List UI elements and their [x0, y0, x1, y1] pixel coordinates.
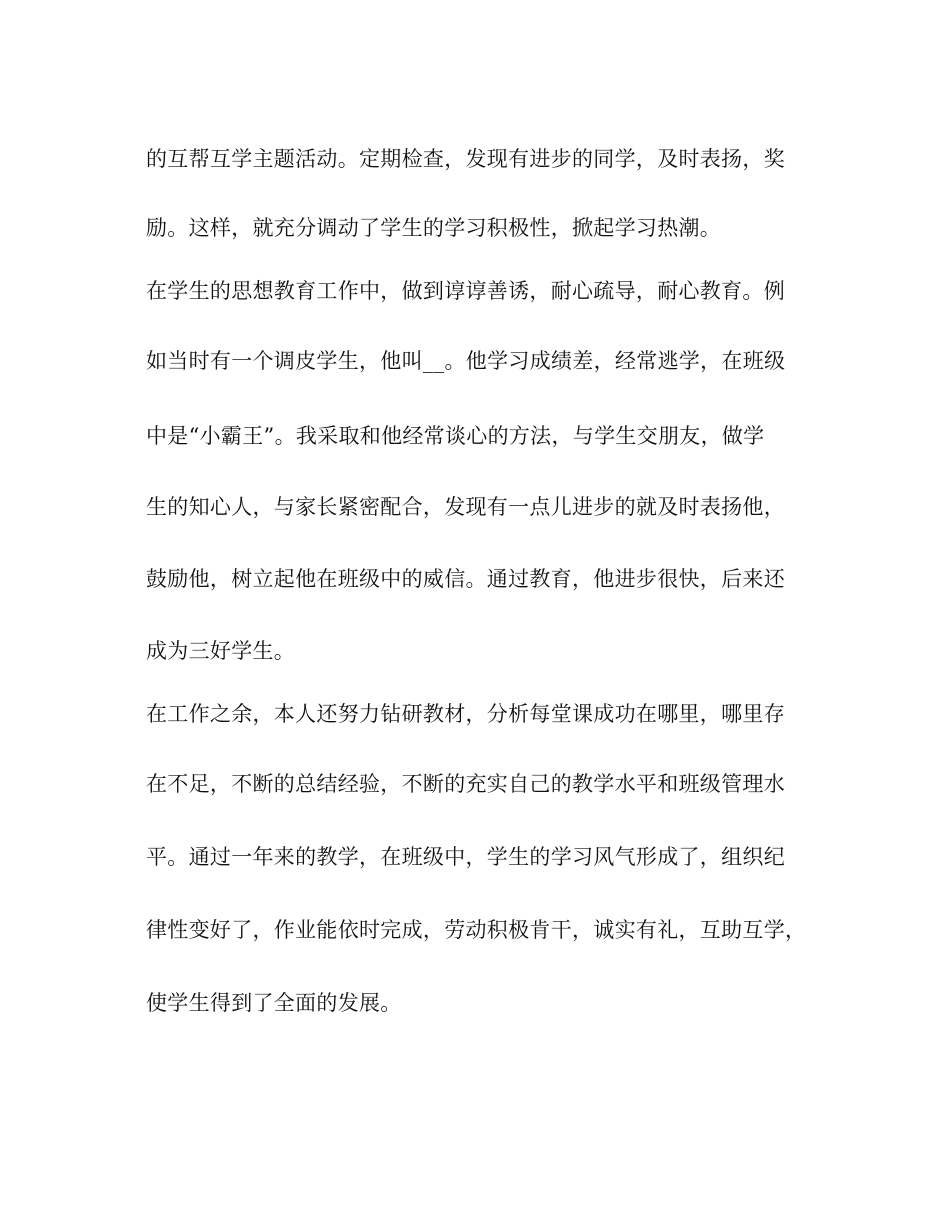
- text-line: 在不足，不断的总结经验，不断的充实自己的教学水平和班级管理水: [146, 772, 785, 796]
- text-line: 如当时有一个调皮学生，他叫__。他学习成绩差，经常逃学，在班级: [146, 349, 786, 373]
- text-line: 使学生得到了全面的发展。: [146, 991, 402, 1015]
- text-line: 的互帮互学主题活动。定期检查，发现有进步的同学，及时表扬，奖: [146, 147, 785, 171]
- text-line: 成为三好学生。: [146, 639, 296, 663]
- text-line: 律性变好了，作业能依时完成，劳动积极肯干，诚实有礼，互助互学，: [146, 918, 807, 942]
- text-line: 在工作之余，本人还努力钻研教材，分析每堂课成功在哪里，哪里存: [146, 702, 785, 726]
- text-line: 生的知心人，与家长紧密配合，发现有一点儿进步的就及时表扬他，: [146, 495, 785, 519]
- text-line: 鼓励他，树立起他在班级中的威信。通过教育，他进步很快，后来还: [146, 567, 785, 591]
- text-line: 中是“小霸王”。我采取和他经常谈心的方法，与学生交朋友，做学: [146, 424, 765, 448]
- text-line: 在学生的思想教育工作中，做到谆谆善诱，耐心疏导，耐心教育。例: [146, 279, 785, 303]
- text-line: 励。这样，就充分调动了学生的学习积极性，掀起学习热潮。: [146, 216, 722, 240]
- text-line: 平。通过一年来的教学，在班级中，学生的学习风气形成了，组织纪: [146, 845, 785, 869]
